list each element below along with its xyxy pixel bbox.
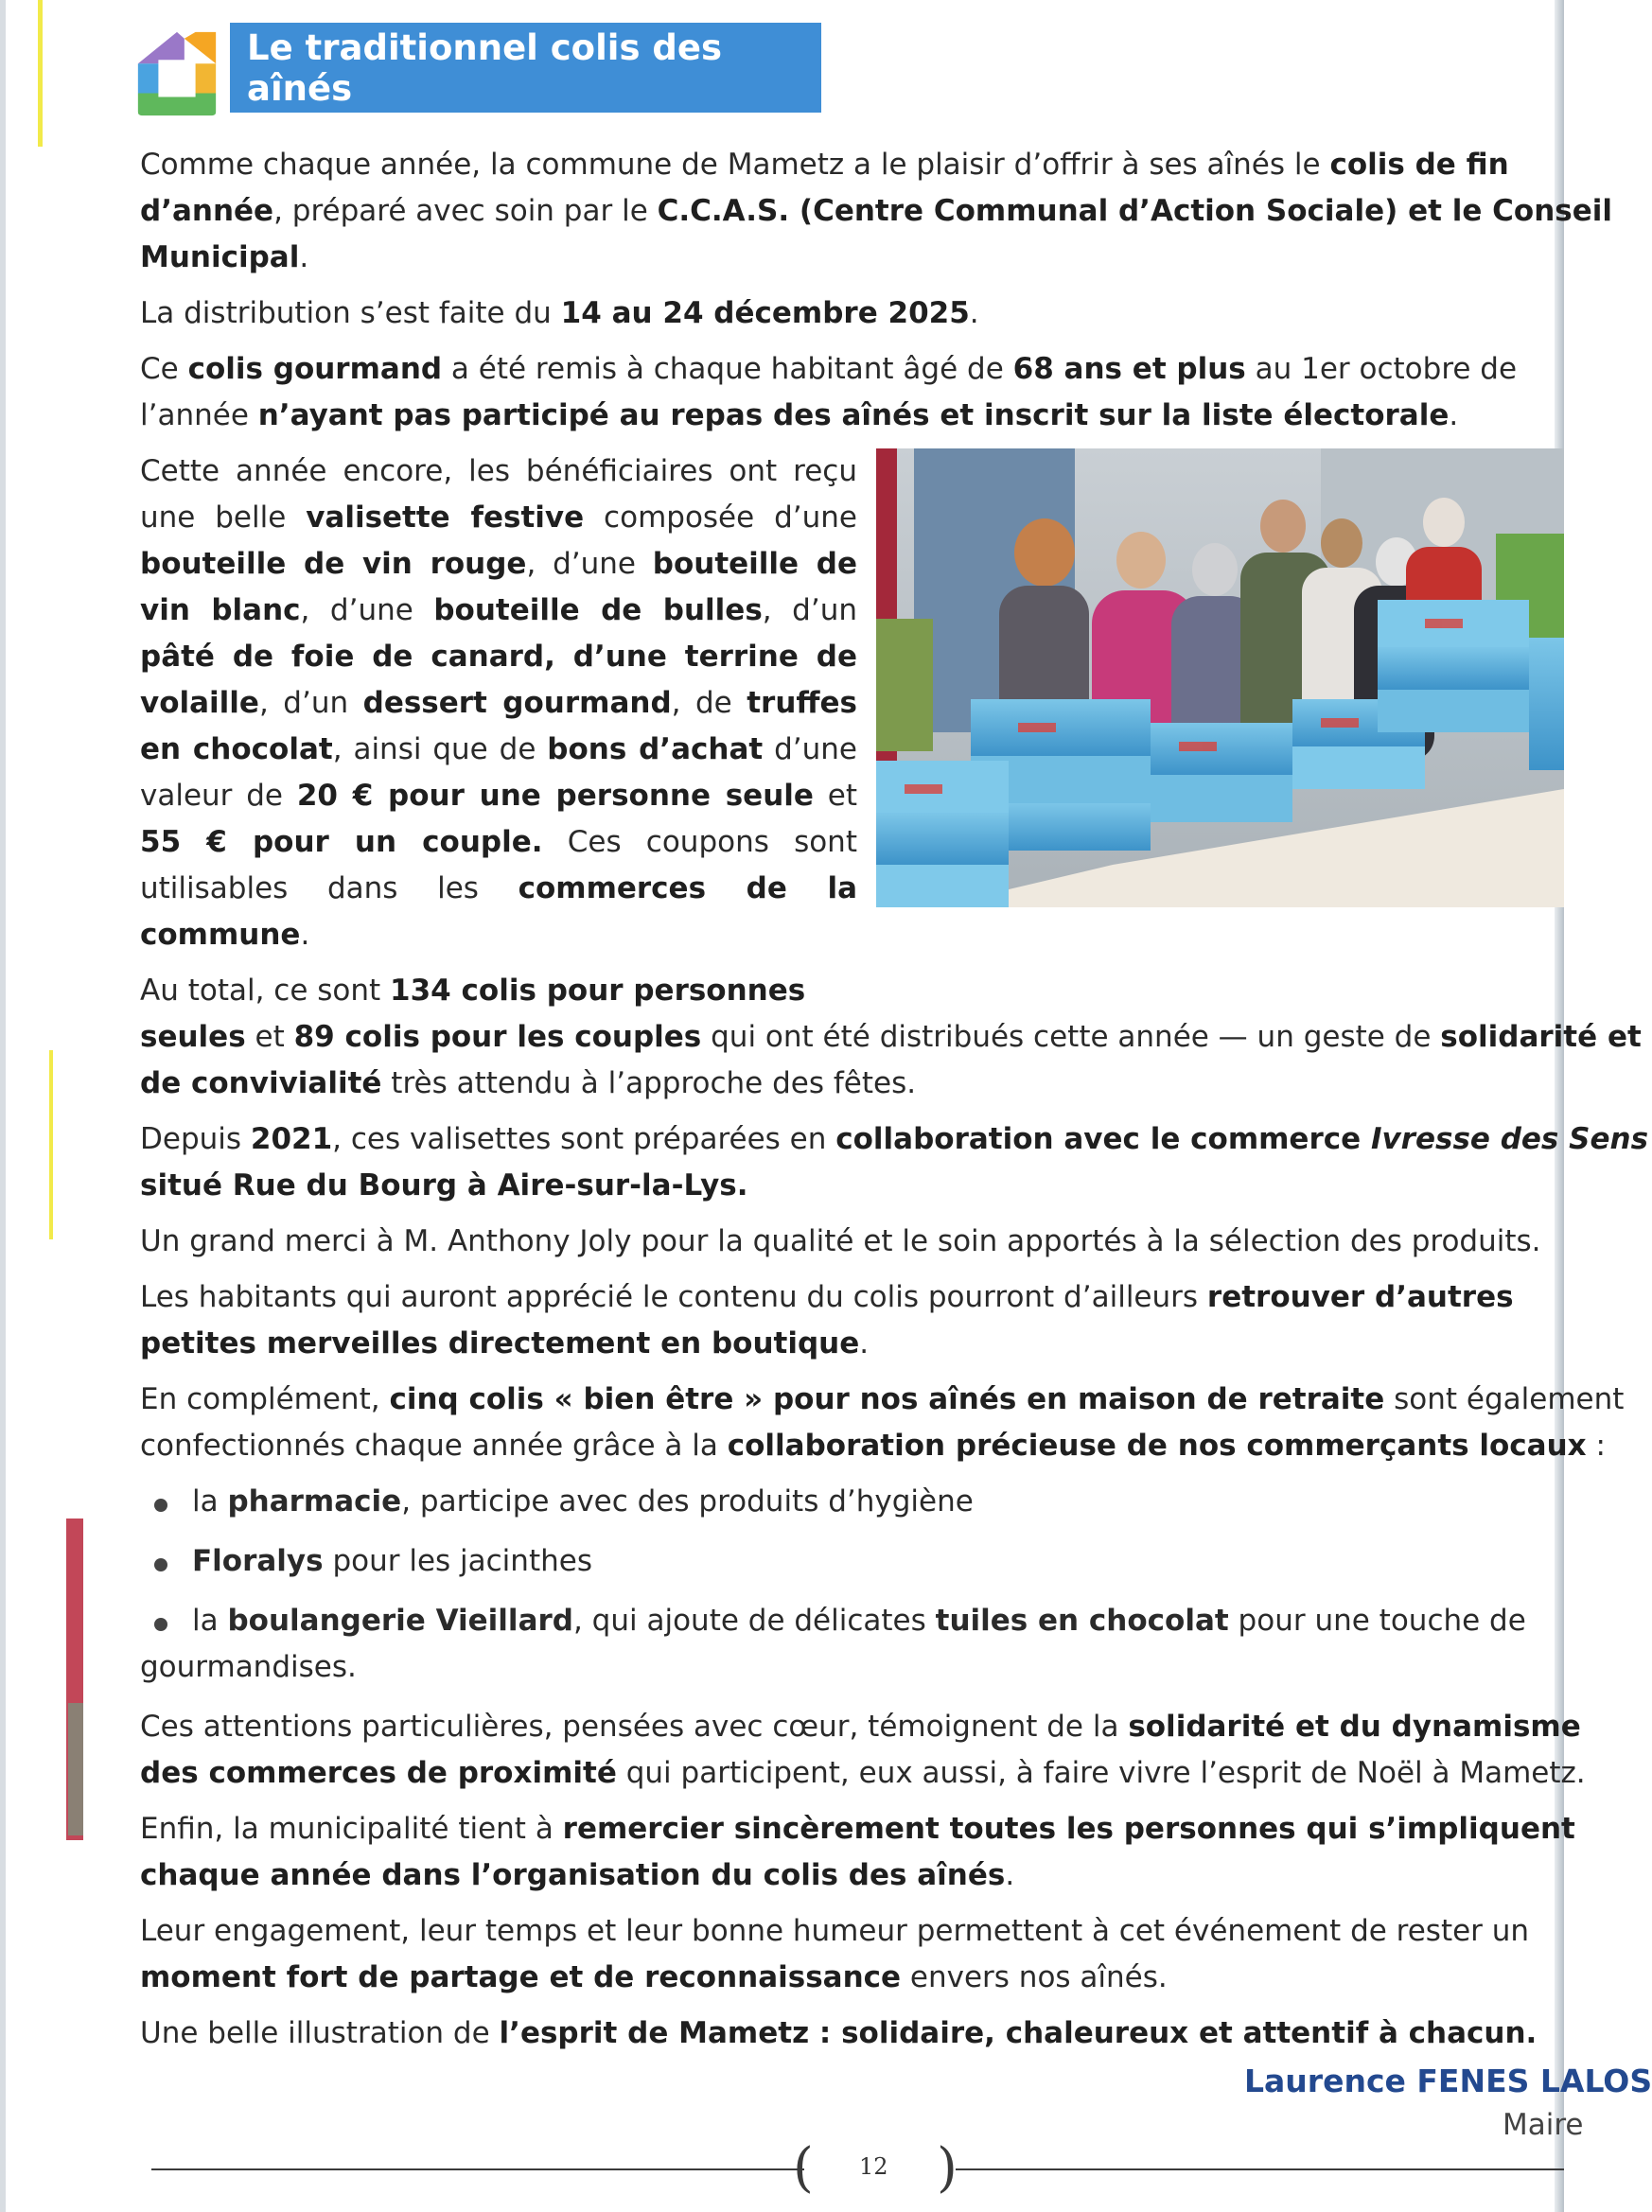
paragraph: Ces attentions particulières, pensées avec cœur, témoignent de la solidarité et du dynamisme des commerces de proximité qui participent, eux aussi, à faire vivre l’esprit de Noël à Mametz. <box>140 1710 1586 1790</box>
list-item: Floralys pour les jacinthes <box>140 1538 1564 1585</box>
list-item: la boulangerie Vieillard, qui ajoute de délicates tuiles en chocolat pour une touche de gourmandises. <box>140 1598 1564 1691</box>
footer-brace-left: ( <box>793 2137 814 2199</box>
group-photo <box>876 448 1564 907</box>
paragraph: Comme chaque année, la commune de Mametz a le plaisir d’offrir à ses aînés le colis de fin d’année, préparé avec soin par le C.C.A.S. (Centre Communal d’Action Sociale) et le Conseil Municipal. <box>140 148 1613 274</box>
signature-role: Maire <box>1503 2108 1584 2142</box>
paragraph: Une belle illustration de l’esprit de Mametz : solidaire, chaleureux et attentif à chacun. <box>140 2016 1538 2050</box>
list-item: la pharmacie, participe avec des produits d’hygiène <box>140 1479 1564 1525</box>
margin-mark <box>49 1050 53 1239</box>
house-logo-icon <box>131 26 223 119</box>
paragraph: Un grand merci à M. Anthony Joly pour la qualité et le soin apportés à la sélection des produits. <box>140 1224 1541 1258</box>
margin-mark <box>68 1703 83 1835</box>
paragraph: La distribution s’est faite du 14 au 24 décembre 2025. <box>140 296 979 330</box>
footer-brace-right: ) <box>937 2137 958 2199</box>
signature-name: Laurence FENES LALOS <box>1244 2063 1652 2099</box>
footer-rule <box>956 2168 1564 2170</box>
paragraph: Depuis 2021, ces valisettes sont préparées en collaboration avec le commerce Ivresse des Sens situé Rue du Bourg à Aire-sur-la-Lys. <box>140 1122 1649 1203</box>
paragraph: Cette année encore, les bénéficiaires ont reçu une belle valisette festive composée d’une bouteille de vin rouge, d’une bouteille de vin blanc, d’une bouteille de bulles, d’un pâté de foie de canard, d’une terrine de volaille, d’un dessert gourmand, de truffes en chocolat, ainsi que de bons d’achat d’une valeur de 20 € pour une personne seule et 55 € pour un couple. Ces coupons sont utilisables dans les commerces de la commune. <box>140 454 858 952</box>
paragraph: Leur engagement, leur temps et leur bonne humeur permettent à cet événement de rester un moment fort de partage et de reconnaissance envers nos aînés. <box>140 1914 1530 1994</box>
bullet-list <box>140 1479 1564 1691</box>
paragraph: En complément, cinq colis « bien être » pour nos aînés en maison de retraite sont également confectionnés chaque année grâce à la collaboration précieuse de nos commerçants locaux : <box>140 1382 1625 1463</box>
page-edge-left <box>0 0 6 2212</box>
paragraph: Enfin, la municipalité tient à remercier sincèrement toutes les personnes qui s’impliquent chaque année dans l’organisation du colis des aînés. <box>140 1812 1575 1892</box>
page-title: Le traditionnel colis des aînés <box>230 23 821 113</box>
page-number: 12 <box>859 2153 888 2180</box>
paragraph: Ce colis gourmand a été remis à chaque habitant âgé de 68 ans et plus au 1er octobre de l’année n’ayant pas participé au repas des aînés et inscrit sur la liste électorale. <box>140 352 1518 432</box>
article-body <box>140 142 1649 2066</box>
margin-mark <box>38 0 43 147</box>
footer-rule <box>151 2168 804 2170</box>
paragraph: Au total, ce sont 134 colis pour personnes seules et 89 colis pour les couples qui ont été distribués cette année — un geste de solidarité et de convivialité très attendu à l’approche des fêtes. <box>140 974 1642 1100</box>
paragraph: Les habitants qui auront apprécié le contenu du colis pourront d’ailleurs retrouver d’autres petites merveilles directement en boutique. <box>140 1280 1514 1361</box>
